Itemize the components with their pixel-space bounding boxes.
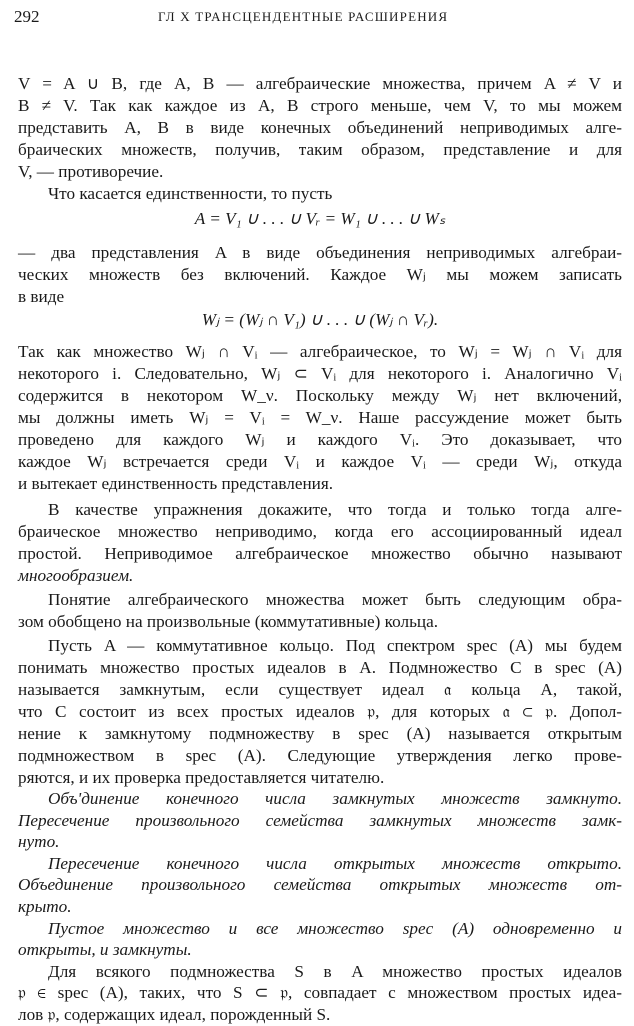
text-line: открыты, и замкнуты. <box>18 940 192 960</box>
text-line: Пусть A — коммутативное кольцо. Под спектром spec (A) мы будем <box>48 636 622 655</box>
text-line: нение к замкнутому подмножеству в spec (A) называется открытым <box>18 724 622 743</box>
text-line: подмножеством в spec (A). Следующие утверждения легко прове- <box>18 746 622 765</box>
text-line: лов 𝔭, содержащих идеал, порожденный S. <box>18 1004 331 1024</box>
text-line: ряются, и их проверка предоставляется читателю. <box>18 768 385 787</box>
text-line: B ≠ V. Так как каждое из A, B строго меньше, чем V, то мы можем <box>18 96 622 115</box>
text-line: нуто. <box>18 832 60 851</box>
display-formula: A = V₁ ∪ . . . ∪ Vᵣ = W₁ ∪ . . . ∪ Wₛ <box>194 209 446 228</box>
text-line: содержится в некотором W_ν. Поскольку между Wⱼ нет включений, <box>18 386 622 405</box>
text-line: V, — противоречие. <box>18 162 164 181</box>
running-head: ГЛ X ТРАНСЦЕНДЕНТНЫЕ РАСШИРЕНИЯ <box>158 9 449 24</box>
text-line: в виде <box>18 287 65 306</box>
text-line: понимать множество простых идеалов в A. Подмножество C в spec (A) <box>18 658 622 677</box>
text-line: V = A ∪ B, где A, B — алгебраические множества, причем A ≠ V и <box>18 74 622 93</box>
text-line: Объ'динение конечного числа замкнутых множеств замкнуто. <box>48 789 622 808</box>
text-line: Для всякого подмножества S в A множество простых идеалов <box>48 961 622 981</box>
text-line: каждое Wⱼ встречается среди Vᵢ и каждое Vᵢ — среди Wⱼ, откуда <box>18 452 622 471</box>
text-line: называется замкнутым, если существует идеал 𝔞 кольца A, такой, <box>18 680 622 699</box>
text-line: ческих множеств без включений. Каждое Wⱼ мы можем записать <box>18 265 622 284</box>
text-line: 𝔭 ∈ spec (A), таких, что S ⊂ 𝔭, совпадает с множеством простых идеа- <box>18 983 622 1003</box>
text-line: В качестве упражнения докажите, что тогда и только тогда алге- <box>48 500 622 519</box>
text-line: представить A, B в виде конечных объединений неприводимых алге- <box>18 118 622 137</box>
text-line: многообразием. <box>18 566 134 585</box>
page-number: 292 <box>14 7 40 26</box>
text-line: Пересечение конечного числа открытых множеств открыто. <box>48 853 622 873</box>
text-line: Так как множество Wⱼ ∩ Vᵢ — алгебраическое, то Wⱼ = Wⱼ ∩ Vᵢ для <box>18 342 622 361</box>
text-line: крыто. <box>18 896 72 916</box>
text-line: что C состоит из всех простых идеалов 𝔭, для которых 𝔞 ⊂ 𝔭. Допол- <box>18 702 622 721</box>
text-line: некоторого i. Следовательно, Wⱼ ⊂ Vᵢ для некоторого i. Аналогично Vᵢ <box>18 364 622 383</box>
text-line: и вытекает единственность представления. <box>18 474 334 493</box>
text-line: браических множеств, получив, таким образом, представление и для <box>18 140 622 159</box>
text-line: Пересечение произвольного семейства замкнутых множеств замк- <box>18 810 622 830</box>
text-line: Пустое множество и все множество spec (A) одновременно и <box>48 918 622 938</box>
text-line: зом обобщено на произвольные (коммутативные) кольца. <box>18 612 439 631</box>
text-line: проведено для каждого Wⱼ и каждого Vᵢ. Это доказывает, что <box>18 430 622 449</box>
text-line: Объединение произвольного семейства открытых множеств от- <box>18 875 622 895</box>
text-line: Понятие алгебраического множества может быть следующим обра- <box>48 590 622 609</box>
text-line: браическое множество неприводимо, когда его ассоциированный идеал <box>18 522 622 541</box>
display-formula: Wⱼ = (Wⱼ ∩ V₁) ∪ . . . ∪ (Wⱼ ∩ Vᵣ). <box>201 310 439 329</box>
text-line: Что касается единственности, то пусть <box>48 184 333 203</box>
text-line: мы должны иметь Wⱼ = Vᵢ = W_ν. Наше рассуждение может быть <box>18 408 622 427</box>
text-line: — два представления A в виде объединения неприводимых алгебраи- <box>18 243 622 262</box>
text-line: простой. Неприводимое алгебраическое множество обычно называют <box>18 544 622 563</box>
